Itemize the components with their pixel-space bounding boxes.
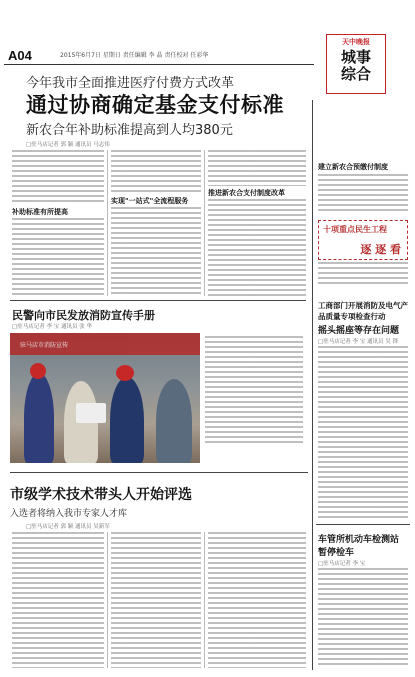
newspaper-brand: 天中晚报: [342, 38, 370, 46]
bottom-text-col3: [208, 532, 306, 668]
right-story2-title-2: 品质量专项检查行动: [318, 312, 386, 321]
right-story3-title-1: 车管所机动车检测站: [318, 535, 400, 545]
lead-text-col2a: [111, 150, 201, 194]
date-line: 2015年6月7日 星期日 责任编辑 李 晶 责任校对 任彩华: [60, 52, 209, 59]
feature-banner: [318, 220, 408, 260]
right-story2-text: [318, 346, 408, 518]
lead-text-col2b: [111, 207, 201, 296]
photo-story-headline: 民警向市民发放消防宣传手册: [12, 309, 155, 322]
lead-subhead: 新农合年补助标准提高到人均380元: [26, 123, 233, 138]
lead-section3-title: 推进新农合支付制度改革: [208, 189, 285, 197]
right-story3-byline: □驻马店记者 李 宝: [318, 561, 366, 567]
photo-banner: [10, 333, 200, 355]
photo-story-byline: □驻马店记者 李 宝 通讯员 张 华: [12, 324, 92, 330]
right-story2-byline: □驻马店记者 李 宝 通讯员 吴 锋: [318, 339, 398, 345]
column-divider: [107, 532, 108, 668]
right-story1-title: 建立新农合预缴付制度: [318, 163, 388, 171]
lead-text-col1b: [12, 218, 104, 296]
right-story2-title-1: 工商部门开展消防及电气产: [318, 301, 408, 310]
bottom-story-header: [10, 484, 192, 519]
bottom-story-subhead: 入选者将纳入我市专家人才库: [10, 509, 128, 519]
banner-subtitle: 逐 逐 看: [360, 243, 401, 256]
section-name: 城事 综合: [340, 48, 371, 83]
right-story3-text: [318, 568, 408, 668]
column-divider: [107, 150, 108, 296]
bottom-story-byline: □驻马店记者 郭 颖 通讯员 吴新军: [26, 524, 110, 530]
photo-caption-text: [205, 336, 303, 446]
banner-title: 十项重点民生工程: [323, 225, 387, 234]
header-rule: [4, 64, 314, 65]
photo-story-header: [10, 300, 306, 331]
right-column-divider: [312, 100, 313, 670]
news-photo: [10, 333, 200, 463]
column-divider: [204, 532, 205, 668]
lead-text-col3a: [208, 150, 306, 186]
bottom-text-col2: [111, 532, 201, 668]
right-banner-text: [318, 262, 408, 284]
right-story3-title-2: 暂停检车: [318, 548, 355, 558]
lead-section1-title: 补助标准有所提高: [12, 208, 68, 216]
lead-text-col1a: [12, 150, 104, 205]
right-story1-text: [318, 174, 408, 214]
section-tab: [326, 34, 386, 94]
page-number: A04: [8, 48, 32, 63]
bottom-story-headline: 市级学术技术带头人开始评选: [10, 487, 192, 503]
lead-section2-title: 实现"一站式"全流程服务: [111, 197, 189, 205]
lead-kicker: 今年我市全面推进医疗付费方式改革: [26, 76, 235, 91]
photo-banner-text: 驻马店市消防宣传: [20, 342, 69, 349]
bottom-divider: [10, 472, 308, 473]
right-story2-title-3: 摇头摇座等存在问题: [318, 326, 400, 336]
right-divider: [316, 524, 410, 525]
column-divider: [204, 150, 205, 296]
lead-byline: □驻马店记者 郭 颖 通讯员 马志伟: [26, 142, 110, 148]
bottom-text-col1: [12, 532, 104, 668]
lead-text-col3b: [208, 199, 306, 296]
lead-headline: 通过协商确定基金支付标准: [26, 93, 284, 117]
